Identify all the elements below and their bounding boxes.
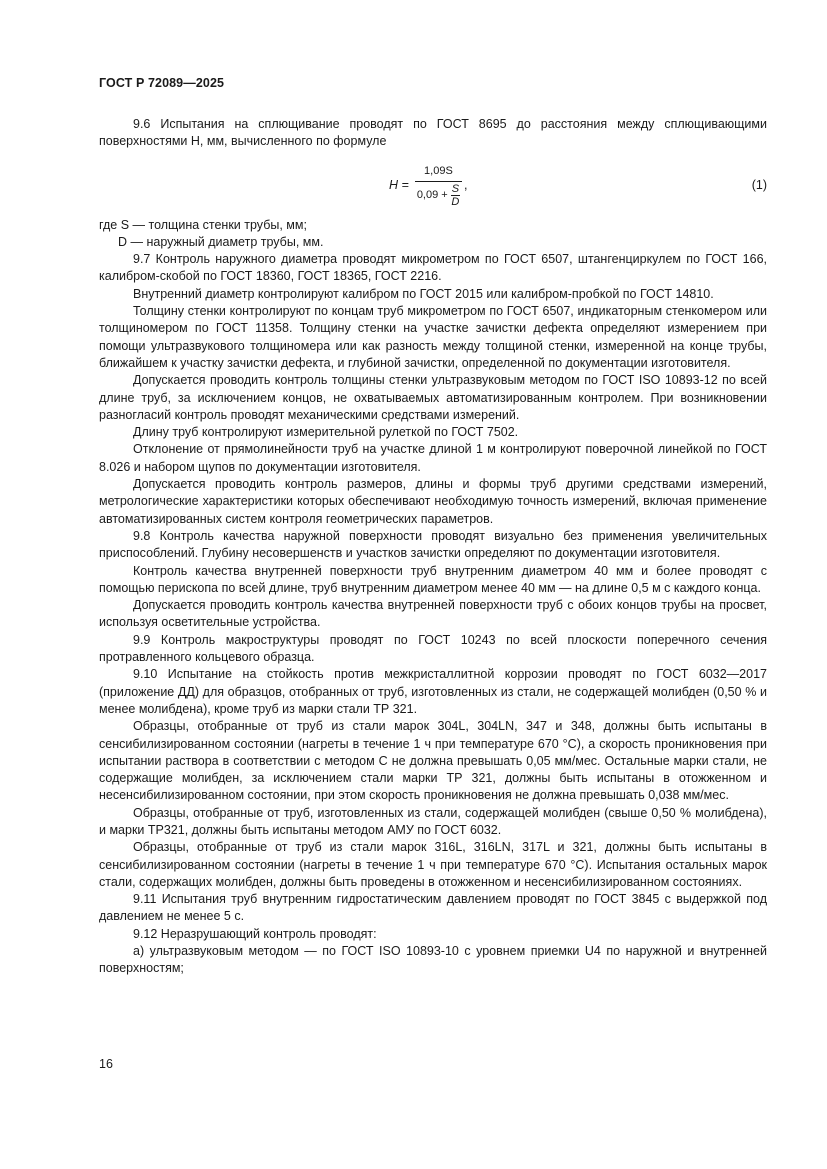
definition-s: где S — толщина стенки трубы, мм;: [99, 217, 307, 232]
formula-lhs: H =: [389, 177, 409, 192]
paragraph: Допускается проводить контроль размеров, длины и формы труб другими средствами измерений, метрологические характеристики которых обеспечивают необходимую точность измерений, включая применение автоматизированных систем контроля геометрических параметров.: [99, 477, 767, 526]
paragraph: Толщину стенки контролируют по концам труб микрометром по ГОСТ 6507, индикаторным стенкомером или толщиномером по ГОСТ 11358. Толщину стенки на участке зачистки дефекта определяют измерением при помощи ультразвукового толщиномера или как разность между толщиной стенки, измеренной на конце трубы, ближайшем к участку зачистки дефекта, и глубиной зачистки, определенной по документации изготовителя.: [99, 304, 767, 370]
document-header: ГОСТ Р 72089—2025: [99, 76, 225, 90]
definition-d: D — наружный диаметр трубы, мм.: [118, 234, 324, 249]
formula-number: (1): [751, 177, 767, 192]
formula-small-den: D: [451, 195, 460, 208]
formula-fraction: [415, 163, 462, 208]
document-body: [99, 116, 767, 978]
paragraph: 9.6 Испытания на сплющивание проводят по ГОСТ 8695 до расстояния между сплющивающими поверхностями H, мм, вычисленного по формуле: [99, 117, 767, 149]
paragraph: Допускается проводить контроль толщины стенки ультразвуковым методом по ГОСТ ISO 10893-12 по всей длине труб, за исключением концов, не охватываемых автоматизированным контролем. При возникновении разногласий контроль проводят механическими средствами измерений.: [99, 373, 767, 422]
formula-numerator: 1,09S: [424, 164, 453, 177]
formula-block: [99, 153, 767, 211]
paragraph: Контроль качества внутренней поверхности труб внутренним диаметром 40 мм и более проводят с помощью перископа по всей длине, труб внутренним диаметром менее 40 мм — на длине 0,5 м с каждого конца.: [99, 563, 767, 595]
paragraph: а) ультразвуковым методом — по ГОСТ ISO 10893-10 с уровнем приемки U4 по наружной и внутренней поверхностям;: [99, 944, 767, 976]
formula-small-fraction: [451, 183, 460, 208]
paragraph: Допускается проводить контроль качества внутренней поверхности труб с обоих концов трубы на просвет, используя осветительные устройства.: [99, 598, 767, 630]
paragraph: Образцы, отобранные от труб, изготовленных из стали, содержащей молибден (свыше 0,50 % молибдена), и марки ТР321, должны быть испытаны методом АМУ по ГОСТ 6032.: [99, 805, 767, 837]
paragraph: 9.11 Испытания труб внутренним гидростатическим давлением проводят по ГОСТ 3845 с выдержкой под давлением не менее 5 с.: [99, 892, 767, 924]
formula-comma: ,: [464, 177, 468, 192]
paragraph: Внутренний диаметр контролируют калибром по ГОСТ 2015 или калибром-пробкой по ГОСТ 14810.: [133, 286, 714, 301]
paragraph: 9.8 Контроль качества наружной поверхности проводят визуально без применения увеличительных приспособлений. Глубину несовершенств и участков зачистки определяют по документации изготовителя.: [99, 528, 767, 561]
formula-expression: [389, 163, 468, 208]
page-number: 16: [99, 1057, 113, 1071]
formula-small-num: S: [451, 182, 460, 195]
paragraph: 9.10 Испытание на стойкость против межкристаллитной коррозии проводят по ГОСТ 6032—2017 (приложение ДД) для образцов, отобранных от труб, изготовленных из стали, не содержащей молибден (0,50 % и менее молибдена), кроме труб из марки стали ТР 321.: [99, 667, 767, 716]
paragraph: Образцы, отобранные от труб из стали марок 316L, 316LN, 317L и 321, должны быть испытаны в сенсибилизированном состоянии (нагреты в течение 1 ч при температуре 670 °С). Испытания остальных марок стали, содержащих молибден, должны быть проведены в отожженном и несенсибилизированном состояниях.: [99, 840, 767, 889]
formula-denominator: [415, 181, 462, 208]
formula-den-left: 0,09 +: [416, 188, 448, 201]
paragraph: 9.12 Неразрушающий контроль проводят:: [133, 926, 377, 941]
paragraph: Длину труб контролируют измерительной рулеткой по ГОСТ 7502.: [133, 425, 519, 440]
paragraph: 9.9 Контроль макроструктуры проводят по ГОСТ 10243 по всей плоскости поперечного сечения протравленного кольцевого образца.: [99, 632, 767, 665]
paragraph: Образцы, отобранные от труб из стали марок 304L, 304LN, 347 и 348, должны быть испытаны в сенсибилизированном состоянии (нагреты в течение 1 ч при температуре 670 °С), а скорость проникновения при испытании раствора в соответствии с методом С не должна превышать 0,05 мм/мес. Остальные марки стали, не содержащие молибден, за исключением стали марки ТР 321, должны быть испытаны в отожженном и несенсибилизированном состоянии, при этом скорость проникновения не должна превышать 0,038 мм/мес.: [99, 719, 767, 803]
paragraph: Отклонение от прямолинейности труб на участке длиной 1 м контролируют поверочной линейкой по ГОСТ 8.026 и набором щупов по документации изготовителя.: [99, 442, 767, 474]
paragraph: 9.7 Контроль наружного диаметра проводят микрометром по ГОСТ 6507, штангенциркулем по ГОСТ 166, калибром-скобой по ГОСТ 18360, ГОСТ 18365, ГОСТ 2216.: [99, 252, 767, 284]
